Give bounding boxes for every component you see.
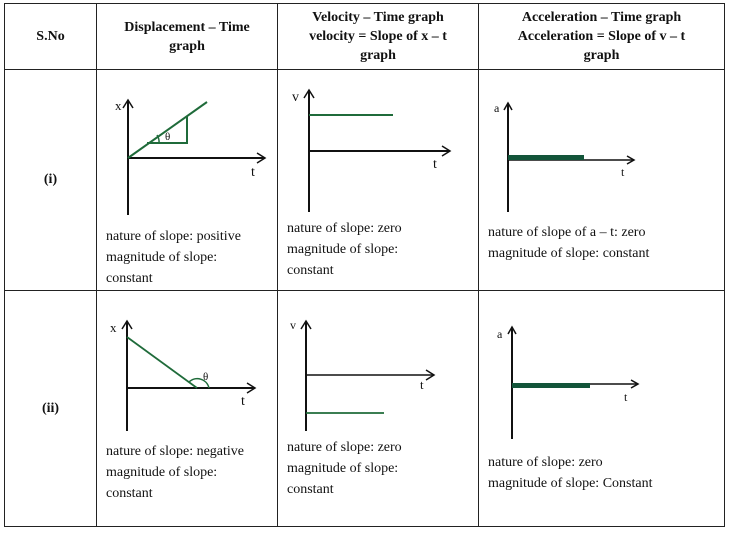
y-axis-label: a — [494, 101, 500, 115]
table-row — [5, 70, 725, 291]
angle-label: θ — [165, 131, 171, 143]
velocity-notes: nature of slope: zero magnitude of slope: constant — [287, 440, 402, 497]
displacement-cell — [97, 70, 278, 291]
velocity-cell — [278, 291, 479, 527]
row-number: (ii) — [5, 291, 97, 527]
acceleration-cell — [479, 291, 725, 527]
x-axis-label: t — [624, 390, 628, 404]
y-axis-label: v — [290, 318, 296, 332]
displacement-notes: nature of slope: negative magnitude of slope: constant — [106, 444, 245, 501]
y-axis-label: a — [497, 327, 503, 341]
x-axis-label: t — [420, 377, 424, 392]
x-axis-label: t — [621, 165, 625, 179]
x-axis-label: t — [251, 165, 255, 180]
x-axis-label: t — [241, 394, 245, 409]
row-number: (i) — [5, 70, 97, 291]
header-acceleration: Acceleration – Time graph Acceleration = Slope of v – t graph — [479, 4, 725, 70]
velocity-notes: nature of slope: zero magnitude of slope: constant — [287, 221, 402, 278]
acceleration-cell — [479, 70, 725, 291]
displacement-cell — [97, 291, 278, 527]
angle-label: θ — [203, 371, 209, 383]
acceleration-notes: nature of slope of a – t: zero magnitude of slope: constant — [488, 225, 650, 261]
graph-line — [127, 337, 197, 388]
acceleration-notes: nature of slope: zero magnitude of slope: Constant — [488, 455, 653, 491]
displacement-notes: nature of slope: positive magnitude of slope: constant — [106, 229, 241, 286]
graph-line — [128, 102, 207, 158]
header-velocity: Velocity – Time graph velocity = Slope of x – t graph — [278, 4, 479, 70]
table-row — [5, 291, 725, 527]
header-row — [5, 4, 725, 70]
header-displacement: Displacement – Time graph — [97, 4, 278, 70]
graph-line — [512, 383, 590, 388]
y-axis-label: x — [110, 320, 117, 335]
graph-line — [508, 155, 584, 160]
y-axis-label: x — [115, 98, 122, 113]
header-sno: S.No — [5, 4, 97, 70]
kinematics-table — [4, 3, 725, 527]
y-axis-label: v — [292, 90, 299, 105]
velocity-cell — [278, 70, 479, 291]
x-axis-label: t — [433, 157, 437, 172]
